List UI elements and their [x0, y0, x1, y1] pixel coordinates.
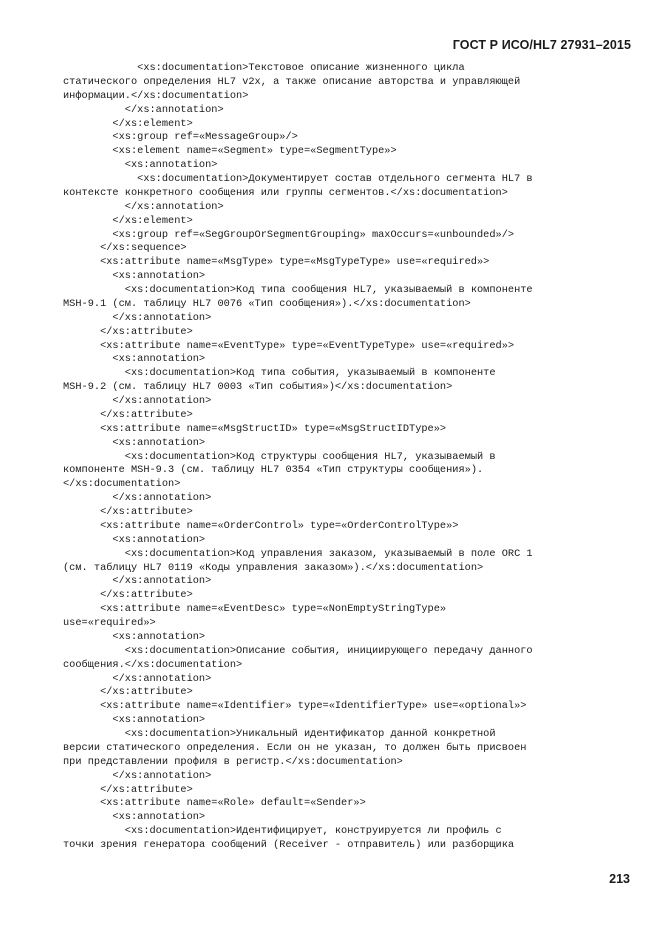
code-line: <xs:attribute name=«MsgStructID» type=«MsgStructIDType»>: [100, 422, 447, 435]
code-line: контексте конкретного сообщения или группы сегментов.</xs:documentation>: [63, 186, 508, 199]
code-line: </xs:annotation>: [112, 769, 212, 782]
code-line: версии статического определения. Если он не указан, то должен быть присвоен: [63, 741, 527, 754]
code-line: </xs:annotation>: [124, 200, 224, 213]
code-line: <xs:annotation>: [112, 811, 206, 824]
code-line: </xs:annotation>: [112, 492, 212, 505]
xml-schema-listing: [63, 62, 633, 853]
code-line: <xs:documentation>Код типа сообщения HL7, указываемый в компоненте: [124, 284, 533, 296]
code-line: <xs:documentation>Код управления заказом, указываемый в поле ORC 1: [124, 547, 533, 560]
code-line: </xs:element>: [112, 117, 193, 130]
code-line: <xs:documentation>Код типа события, указываемый в компоненте: [124, 367, 496, 380]
standard-header: ГОСТ Р ИСО/HL7 27931–2015: [452, 38, 631, 52]
code-line: <xs:attribute name=«Role» default=«Sender»>: [100, 797, 366, 810]
code-line: </xs:attribute>: [100, 325, 193, 338]
code-line: при представлении профиля в регистр.</xs:documentation>: [63, 755, 403, 768]
code-line: <xs:documentation>Описание события, инициирующего передачу данного: [124, 644, 533, 657]
code-line: </xs:annotation>: [112, 672, 212, 685]
code-line: </xs:attribute>: [100, 506, 193, 518]
code-line: <xs:group ref=«SegGroupOrSegmentGrouping» maxOccurs=«unbounded»/>: [112, 228, 515, 241]
code-line: </xs:annotation>: [112, 395, 212, 407]
code-line: use=«required»>: [63, 617, 156, 629]
code-line: <xs:annotation>: [112, 714, 206, 727]
code-line: <xs:documentation>Код структуры сообщения HL7, указываемый в: [124, 450, 496, 463]
code-line: <xs:documentation>Уникальный идентификатор данной конкретной: [124, 728, 496, 740]
code-line: <xs:attribute name=«EventType» type=«EventTypeType» use=«required»>: [100, 339, 515, 352]
code-line: </xs:attribute>: [100, 408, 193, 421]
code-line: <xs:attribute name=«Identifier» type=«IdentifierType» use=«optional»>: [100, 700, 527, 713]
code-line: </xs:attribute>: [100, 783, 193, 796]
code-line: <xs:annotation>: [112, 270, 206, 283]
code-line: <xs:attribute name=«EventDesc» type=«NonEmptyStringType»: [100, 603, 447, 616]
code-line: статического определения HL7 v2x, а также описание авторства и управляющей: [63, 75, 521, 88]
page-number: 213: [609, 872, 630, 886]
code-line: <xs:documentation>Идентифицирует, конструируется ли профиль с: [124, 825, 502, 838]
code-line: </xs:annotation>: [124, 103, 224, 116]
code-line: <xs:group ref=«MessageGroup»/>: [112, 131, 298, 144]
code-line: </xs:sequence>: [100, 242, 187, 255]
code-line: </xs:element>: [112, 214, 193, 227]
code-line: <xs:documentation>Текстовое описание жизненного цикла: [137, 62, 465, 74]
code-line: MSH-9.2 (см. таблицу HL7 0003 «Тип события»)</xs:documentation>: [63, 381, 453, 394]
code-line: </xs:attribute>: [100, 686, 193, 699]
code-line: </xs:attribute>: [100, 589, 193, 602]
code-line: <xs:annotation>: [112, 630, 206, 643]
code-line: <xs:documentation>Документирует состав отдельного сегмента HL7 в: [137, 173, 533, 185]
code-line: (см. таблицу HL7 0119 «Коды управления заказом»).</xs:documentation>: [63, 561, 484, 574]
code-line: <xs:annotation>: [112, 436, 206, 449]
code-line: <xs:attribute name=«MsgType» type=«MsgTypeType» use=«required»>: [100, 256, 490, 269]
code-line: <xs:annotation>: [124, 159, 218, 172]
code-line: </xs:annotation>: [112, 575, 212, 588]
code-line: <xs:element name=«Segment» type=«SegmentType»>: [112, 145, 397, 158]
code-line: <xs:annotation>: [112, 353, 206, 366]
code-line: сообщения.</xs:documentation>: [63, 658, 243, 671]
code-line: <xs:attribute name=«OrderControl» type=«OrderControlType»>: [100, 519, 459, 532]
code-line: информации.</xs:documentation>: [63, 89, 249, 102]
code-line: точки зрения генератора сообщений (Receiver - отправитель) или разборщика: [63, 839, 515, 851]
code-line: </xs:annotation>: [112, 311, 212, 324]
code-line: </xs:documentation>: [63, 478, 181, 491]
code-line: компоненте MSH-9.3 (см. таблицу HL7 0354 «Тип структуры сообщения»).: [63, 464, 484, 477]
code-line: MSH-9.1 (см. таблицу HL7 0076 «Тип сообщения»).</xs:documentation>: [63, 297, 471, 310]
code-line: <xs:annotation>: [112, 533, 206, 546]
